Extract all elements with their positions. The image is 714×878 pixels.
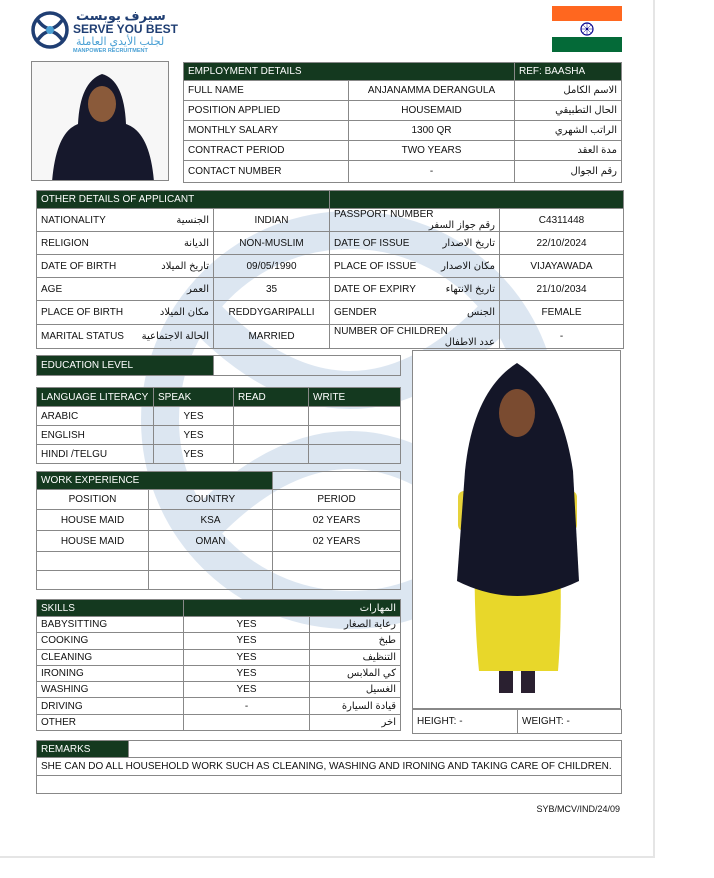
remarks-text: SHE CAN DO ALL HOUSEHOLD WORK SUCH AS CLEANING, WASHING AND IRONING AND TAKING CARE OF CHILDREN. (37, 758, 622, 776)
table-row (37, 665, 401, 681)
skill-name-ar: اخر (310, 714, 401, 730)
full-body-figure-icon (413, 351, 621, 709)
language-write (309, 445, 401, 464)
detail-label: DATE OF EXPIRY (334, 283, 416, 295)
detail-value: INDIAN (214, 209, 330, 232)
portrait-figure-icon (32, 62, 169, 181)
work-period: 02 YEARS (273, 510, 401, 531)
table-row (37, 255, 624, 278)
education-value (214, 356, 401, 376)
applicant-full-photo (412, 350, 621, 709)
detail-label-ar: مكان الاصدار (441, 260, 495, 272)
employment-label: POSITION APPLIED (184, 101, 349, 121)
detail-label: DATE OF BIRTH (41, 260, 117, 272)
work-position: HOUSE MAID (37, 531, 149, 552)
weight-value: WEIGHT: - (518, 710, 622, 734)
table-row (37, 571, 401, 590)
language-write (309, 426, 401, 445)
detail-label-ar: تاريخ الاصدار (442, 237, 495, 249)
table-row (37, 325, 624, 349)
language-header: READ (234, 388, 309, 407)
detail-label-ar: العمر (187, 283, 209, 295)
table-row (37, 407, 401, 426)
detail-value: C4311448 (500, 209, 624, 232)
table-row (37, 426, 401, 445)
work-period (273, 552, 401, 571)
table-row (37, 649, 401, 665)
language-speak: YES (154, 445, 234, 464)
detail-label: DATE OF ISSUE (334, 237, 410, 249)
remarks-title: REMARKS (37, 741, 129, 758)
language-header: LANGUAGE LITERACY (37, 388, 154, 407)
skill-name: CLEANING (37, 649, 184, 665)
detail-value: NON-MUSLIM (214, 232, 330, 255)
remarks-table (36, 740, 622, 794)
skill-value: - (184, 698, 310, 714)
detail-label: GENDER (334, 307, 377, 318)
skill-value: YES (184, 649, 310, 665)
table-row (37, 617, 401, 633)
logo-arabic: سيرف يوبست (76, 8, 166, 23)
detail-label-ar: الحالة الاجتماعية (141, 331, 209, 342)
detail-label-ar: الجنسية (176, 214, 209, 226)
language-speak: YES (154, 426, 234, 445)
skill-name: IRONING (37, 665, 184, 681)
applicant-portrait-photo (31, 61, 169, 181)
employment-label: CONTRACT PERIOD (184, 141, 349, 161)
detail-value: - (500, 325, 624, 349)
india-flag-icon (552, 6, 622, 52)
reference-label: REF: BAASHA (515, 63, 622, 81)
table-row (37, 209, 624, 232)
detail-label: RELIGION (41, 237, 89, 249)
detail-label: PLACE OF BIRTH (41, 307, 124, 318)
document-code: SYB/MCV/IND/24/09 (536, 804, 620, 814)
employment-value: - (349, 161, 515, 183)
language-header: WRITE (309, 388, 401, 407)
detail-label: NUMBER OF CHILDREN (334, 325, 448, 337)
education-level-table (36, 355, 401, 376)
height-value: HEIGHT: - (413, 710, 518, 734)
language-read (234, 445, 309, 464)
detail-label-ar: الجنس (466, 307, 495, 318)
table-row (37, 301, 624, 325)
detail-label: PLACE OF ISSUE (334, 260, 417, 272)
detail-label-ar: رقم جواز السفر (428, 220, 495, 231)
employment-details-table (183, 62, 622, 183)
skill-name: COOKING (37, 633, 184, 649)
detail-label-ar: تاريخ الميلاد (161, 260, 209, 272)
other-details-title: OTHER DETAILS OF APPLICANT (37, 191, 330, 209)
detail-label: MARITAL STATUS (41, 331, 124, 342)
table-row (37, 278, 624, 301)
employment-value: ANJANAMMA DERANGULA (349, 81, 515, 101)
table-row (37, 445, 401, 464)
skill-name: BABYSITTING (37, 617, 184, 633)
company-logo (30, 8, 190, 58)
work-header: PERIOD (273, 490, 401, 510)
skill-value: YES (184, 682, 310, 698)
employment-label-ar: الراتب الشهري (515, 121, 622, 141)
detail-value: 09/05/1990 (214, 255, 330, 278)
work-position: HOUSE MAID (37, 510, 149, 531)
skill-value: YES (184, 633, 310, 649)
detail-value: 22/10/2024 (500, 232, 624, 255)
employment-label-ar: رقم الجوال (515, 161, 622, 183)
skill-name-ar: قيادة السيارة (310, 698, 401, 714)
work-country (149, 552, 273, 571)
detail-label: PASSPORT NUMBER (334, 209, 434, 220)
work-period: 02 YEARS (273, 531, 401, 552)
other-details-table (36, 190, 624, 349)
skills-title: SKILLS (37, 600, 184, 617)
table-row (37, 714, 401, 730)
employment-label-ar: مدة العقد (515, 141, 622, 161)
work-country: OMAN (149, 531, 273, 552)
language-literacy-table (36, 387, 401, 464)
skill-name: WASHING (37, 682, 184, 698)
skill-name-ar: كي الملابس (310, 665, 401, 681)
skills-table (36, 599, 401, 731)
education-title: EDUCATION LEVEL (37, 356, 214, 376)
skill-name-ar: طبخ (310, 633, 401, 649)
detail-value: 35 (214, 278, 330, 301)
detail-label-ar: مكان الميلاد (159, 307, 209, 318)
detail-label: NATIONALITY (41, 214, 106, 226)
work-position (37, 571, 149, 590)
language-name: HINDI /TELGU (37, 445, 154, 464)
employment-title: EMPLOYMENT DETAILS (184, 63, 515, 81)
language-header: SPEAK (154, 388, 234, 407)
work-period (273, 571, 401, 590)
work-position (37, 552, 149, 571)
detail-value: REDDYGARIPALLI (214, 301, 330, 325)
employment-label: MONTHLY SALARY (184, 121, 349, 141)
detail-value: MARRIED (214, 325, 330, 349)
employment-label-ar: الاسم الكامل (515, 81, 622, 101)
skill-name: OTHER (37, 714, 184, 730)
detail-value: 21/10/2034 (500, 278, 624, 301)
detail-label-ar: تاريخ الانتهاء (445, 283, 495, 295)
employment-label-ar: الحال التطبيقي (515, 101, 622, 121)
work-country: KSA (149, 510, 273, 531)
detail-label-ar: الديانة (183, 237, 209, 249)
employment-value: HOUSEMAID (349, 101, 515, 121)
table-row (37, 633, 401, 649)
table-row (37, 698, 401, 714)
work-header: COUNTRY (149, 490, 273, 510)
skills-title-ar: المهارات (184, 600, 401, 617)
language-read (234, 407, 309, 426)
skill-name-ar: رعاية الصغار (310, 617, 401, 633)
measurements-table (412, 709, 622, 734)
work-header: POSITION (37, 490, 149, 510)
logo-english: SERVE YOU BEST (73, 22, 178, 36)
skill-value (184, 714, 310, 730)
detail-value: VIJAYAWADA (500, 255, 624, 278)
work-title: WORK EXPERIENCE (37, 472, 273, 490)
language-speak: YES (154, 407, 234, 426)
skill-name-ar: الغسيل (310, 682, 401, 698)
work-country (149, 571, 273, 590)
skill-value: YES (184, 665, 310, 681)
logo-subtitle: MANPOWER RECRUITMENT (73, 48, 148, 54)
detail-value: FEMALE (500, 301, 624, 325)
employment-value: 1300 QR (349, 121, 515, 141)
language-name: ENGLISH (37, 426, 154, 445)
language-read (234, 426, 309, 445)
language-name: ARABIC (37, 407, 154, 426)
employment-value: TWO YEARS (349, 141, 515, 161)
employment-label: CONTACT NUMBER (184, 161, 349, 183)
work-experience-table (36, 471, 401, 590)
table-row (37, 510, 401, 531)
logo-arabic-sub: لجلب الأيدي العاملة (76, 36, 165, 48)
table-row (37, 682, 401, 698)
detail-label-ar: عدد الاطفال (444, 336, 495, 348)
table-row (37, 232, 624, 255)
language-write (309, 407, 401, 426)
employment-label: FULL NAME (184, 81, 349, 101)
logo-knot-icon (30, 8, 70, 52)
skill-value: YES (184, 617, 310, 633)
table-row (37, 531, 401, 552)
skill-name-ar: التنظيف (310, 649, 401, 665)
detail-label: AGE (41, 283, 63, 295)
table-row (37, 552, 401, 571)
skill-name: DRIVING (37, 698, 184, 714)
